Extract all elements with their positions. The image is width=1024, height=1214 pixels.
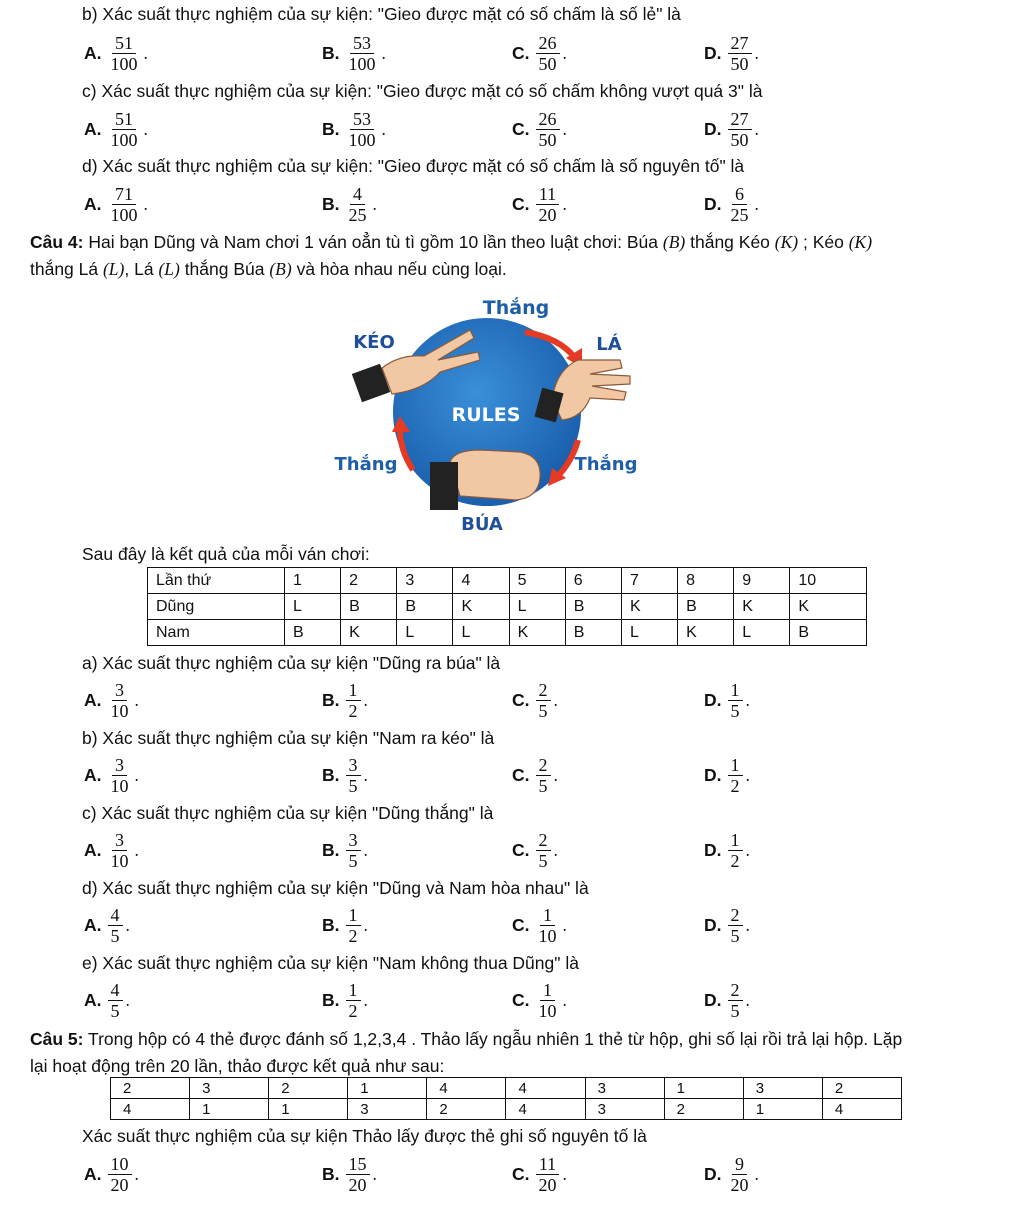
table-cell: K [790,594,867,620]
option-b: B. $\frac{1}{2}$ . [322,904,368,946]
fraction [728,109,752,150]
fraction-numerator: 3 [346,755,361,776]
option-c: C. $\frac{26}{50}$ . [512,32,567,74]
fraction-numerator: 2 [536,755,551,776]
fraction [728,830,743,871]
table-cell: L [509,594,565,620]
table-cell: B [565,594,621,620]
fraction-denominator: 5 [110,925,120,946]
option-d: D. $\frac{2}{5}$ . [704,904,750,946]
fraction [346,680,361,721]
q4-line1: Câu 4: Hai bạn Dũng và Nam chơi 1 ván oẳn tù tì gồm 10 lần theo luật chơi: Búa (B) thắng Kéo (K) ; Kéo (K) [30,232,873,252]
table-cell: 3 [348,1099,427,1120]
q4c-options [0,827,1024,873]
fraction-numerator: 2 [536,830,551,851]
table-cell: B [397,594,453,620]
fraction-numerator: 10 [108,1154,132,1175]
fraction-numerator: 4 [108,980,123,1001]
q3d-question: d) Xác suất thực nghiệm của sự kiện: "Gieo được mặt có số chấm là số nguyên tố" là [82,156,745,176]
table-cell: 3 [190,1078,269,1099]
option-letter: D. [704,193,722,214]
option-letter: A. [84,118,102,139]
option-letter: C. [512,989,530,1010]
fraction-denominator: 10 [538,925,557,946]
table-cell: 1 [285,568,341,594]
option-letter: D. [704,42,722,63]
rps-rules-figure [320,290,650,540]
q3d-options [0,181,1024,227]
fraction-numerator: 9 [732,1154,747,1175]
fraction [536,109,560,150]
fraction-denominator: 5 [348,775,358,796]
fraction-denominator: 5 [730,700,740,721]
fraction [536,830,551,871]
fraction [346,1154,370,1195]
fraction-denominator: 50 [538,53,557,74]
table-cell: 3 [397,568,453,594]
fraction-numerator: 1 [540,980,555,1001]
option-letter: C. [512,118,530,139]
q4c-question: c) Xác suất thực nghiệm của sự kiện "Dũng thắng" là [82,803,494,823]
fraction-numerator: 1 [346,680,361,701]
fraction-numerator: 53 [350,109,374,130]
fraction [536,755,551,796]
table-cell: 1 [664,1078,743,1099]
table-cell: 3 [585,1099,664,1120]
table-cell: 4 [822,1099,901,1120]
table-cell: 2 [269,1078,348,1099]
table-cell: Nam [148,620,285,646]
fraction-denominator: 2 [730,850,740,871]
q5-options [0,1151,1024,1197]
fraction-denominator: 10 [110,850,129,871]
option-d: D. $\frac{27}{50}$ . [704,32,759,74]
option-a: A. $\frac{51}{100}$ . [84,32,148,74]
fig-thang-top: Thắng [482,297,550,319]
q4e-question: e) Xác suất thực nghiệm của sự kiện "Nam không thua Dũng" là [82,953,579,973]
table-cell: 2 [427,1099,506,1120]
fraction-numerator: 3 [112,680,127,701]
q3c-options [0,106,1024,152]
table-cell: Lần thứ [148,568,285,594]
option-c: C. $\frac{11}{20}$ . [512,1153,567,1195]
q4-results-table [147,567,867,646]
fraction [536,980,560,1021]
table-cell: K [734,594,790,620]
table-cell: L [621,620,677,646]
option-d: D. $\frac{9}{20}$ . [704,1153,759,1195]
fraction-numerator: 6 [732,184,747,205]
table-cell: 7 [621,568,677,594]
fraction-denominator: 10 [110,700,129,721]
fraction [536,33,560,74]
fraction-numerator: 26 [536,109,560,130]
table-cell: 2 [664,1099,743,1120]
table-cell: 1 [348,1078,427,1099]
option-letter: A. [84,42,102,63]
q5-question: Xác suất thực nghiệm của sự kiện Thảo lấy được thẻ ghi số nguyên tố là [82,1126,647,1146]
table-cell: 2 [822,1078,901,1099]
table-cell: 1 [269,1099,348,1120]
fraction [536,905,560,946]
table-row [111,1099,902,1120]
option-letter: D. [704,914,722,935]
table-cell: L [453,620,509,646]
table-cell: L [734,620,790,646]
fraction-numerator: 71 [112,184,136,205]
fraction-denominator: 10 [538,1000,557,1021]
table-cell: Dũng [148,594,285,620]
fig-thang-left: Thắng [334,454,398,475]
fraction-numerator: 4 [108,905,123,926]
q4d-options [0,902,1024,948]
option-letter: D. [704,689,722,710]
fraction [346,905,361,946]
option-b: B. $\frac{53}{100}$ . [322,108,386,150]
option-d: D. $\frac{1}{2}$ . [704,754,750,796]
table-cell: 3 [585,1078,664,1099]
fraction-numerator: 2 [728,980,743,1001]
fraction [346,755,361,796]
table-cell: L [285,594,341,620]
fraction-denominator: 50 [538,129,557,150]
fraction [728,184,752,225]
fraction [728,980,743,1021]
table-cell: 5 [509,568,565,594]
table-cell: 4 [506,1078,585,1099]
fraction [728,33,752,74]
fraction [108,33,141,74]
fraction-denominator: 100 [348,53,376,74]
table-cell: K [453,594,509,620]
fraction [108,830,132,871]
fraction-numerator: 27 [728,33,752,54]
option-letter: D. [704,764,722,785]
fraction-denominator: 5 [110,1000,120,1021]
option-letter: B. [322,1163,340,1184]
fraction-denominator: 2 [348,925,358,946]
fraction-numerator: 15 [346,1154,370,1175]
fraction-numerator: 3 [112,830,127,851]
option-letter: C. [512,193,530,214]
fraction-numerator: 11 [536,184,559,205]
fraction-numerator: 11 [536,1154,559,1175]
fig-keo: KÉO [353,332,395,353]
table-cell: 2 [111,1078,190,1099]
option-letter: A. [84,989,102,1010]
option-d: D. $\frac{6}{25}$ . [704,183,759,225]
table-cell: 4 [506,1099,585,1120]
fraction [108,1154,132,1195]
fig-rules: RULES [451,404,521,426]
q5-line2: lại hoạt động trên 20 lần, thảo được kết quả như sau: [30,1056,445,1076]
fraction [346,980,361,1021]
option-d: D. $\frac{1}{2}$ . [704,829,750,871]
table-row [148,568,867,594]
option-letter: B. [322,42,340,63]
option-b: B. $\frac{15}{20}$ . [322,1153,377,1195]
option-a: A. $\frac{51}{100}$ . [84,108,148,150]
fraction [346,109,379,150]
table-cell: 6 [565,568,621,594]
q4e-options [0,977,1024,1023]
fraction-numerator: 4 [350,184,365,205]
table-cell: 10 [790,568,867,594]
option-letter: D. [704,989,722,1010]
fraction-denominator: 25 [348,204,367,225]
table-cell: 9 [734,568,790,594]
fraction-denominator: 20 [538,1174,557,1195]
fraction [728,1154,752,1195]
fraction-numerator: 2 [728,905,743,926]
option-c: C. $\frac{1}{10}$ . [512,979,567,1021]
fraction [346,33,379,74]
option-b: B. $\frac{1}{2}$ . [322,679,368,721]
table-cell: 4 [427,1078,506,1099]
table-cell: K [341,620,397,646]
fraction-denominator: 20 [110,1174,129,1195]
option-letter: A. [84,764,102,785]
option-letter: A. [84,914,102,935]
option-a: A. $\frac{4}{5}$ . [84,904,130,946]
option-a: A. $\frac{71}{100}$ . [84,183,148,225]
option-c: C. $\frac{2}{5}$ . [512,754,558,796]
fig-bua: BÚA [461,514,503,535]
fraction-numerator: 1 [728,680,743,701]
fraction-numerator: 2 [536,680,551,701]
option-letter: B. [322,839,340,860]
table-cell: 1 [190,1099,269,1120]
option-a: A. $\frac{10}{20}$ . [84,1153,139,1195]
table-cell: B [790,620,867,646]
option-c: C. $\frac{1}{10}$ . [512,904,567,946]
q4-label: Câu 4: [30,232,84,252]
option-letter: D. [704,839,722,860]
option-letter: B. [322,689,340,710]
option-letter: C. [512,764,530,785]
option-b: B. $\frac{53}{100}$ . [322,32,386,74]
q4b-options [0,752,1024,798]
option-letter: B. [322,914,340,935]
q4a-options [0,677,1024,723]
option-d: D. $\frac{2}{5}$ . [704,979,750,1021]
table-cell: K [621,594,677,620]
option-d: D. $\frac{1}{5}$ . [704,679,750,721]
fraction [728,680,743,721]
fraction-denominator: 20 [538,204,557,225]
fraction-numerator: 1 [346,905,361,926]
fraction-denominator: 50 [730,53,749,74]
fraction-denominator: 5 [538,850,548,871]
option-a: A. $\frac{3}{10}$ . [84,754,139,796]
fraction-numerator: 51 [112,109,136,130]
q3b-options [0,30,1024,76]
fraction-denominator: 50 [730,129,749,150]
option-letter: C. [512,839,530,860]
option-letter: A. [84,193,102,214]
option-c: C. $\frac{26}{50}$ . [512,108,567,150]
fraction [346,184,370,225]
q4d-question: d) Xác suất thực nghiệm của sự kiện "Dũng và Nam hòa nhau" là [82,878,589,898]
fraction [108,184,141,225]
fraction [108,109,141,150]
fraction-denominator: 100 [110,129,138,150]
table-cell: L [397,620,453,646]
fraction-denominator: 2 [348,700,358,721]
fraction [728,755,743,796]
option-letter: A. [84,839,102,860]
q3b-question: b) Xác suất thực nghiệm của sự kiện: "Gieo được mặt có số chấm là số lẻ" là [82,4,681,24]
fraction-numerator: 26 [536,33,560,54]
fraction-denominator: 5 [730,1000,740,1021]
q3c-question: c) Xác suất thực nghiệm của sự kiện: "Gieo được mặt có số chấm không vượt quá 3" là [82,81,763,101]
table-cell: B [678,594,734,620]
fraction-denominator: 100 [348,129,376,150]
fraction [536,184,560,225]
fraction-denominator: 20 [348,1174,367,1195]
table-row [148,594,867,620]
fraction-denominator: 2 [730,775,740,796]
fraction-numerator: 51 [112,33,136,54]
fraction [536,1154,560,1195]
option-letter: C. [512,42,530,63]
fraction-numerator: 53 [350,33,374,54]
fraction-denominator: 2 [348,1000,358,1021]
option-letter: B. [322,989,340,1010]
option-a: A. $\frac{3}{10}$ . [84,829,139,871]
q4-results-intro: Sau đây là kết quả của mỗi ván chơi: [82,544,370,564]
q4-line2: thắng Lá (L), Lá (L) thắng Búa (B) và hòa nhau nếu cùng loại. [30,259,507,279]
fraction-denominator: 5 [538,700,548,721]
fraction-numerator: 1 [728,830,743,851]
fraction [346,830,361,871]
option-letter: C. [512,914,530,935]
fraction-denominator: 10 [110,775,129,796]
option-b: B. $\frac{1}{2}$ . [322,979,368,1021]
fraction [728,905,743,946]
fig-thang-right: Thắng [574,454,638,475]
q4b-question: b) Xác suất thực nghiệm của sự kiện "Nam ra kéo" là [82,728,495,748]
fraction [108,680,132,721]
option-b: B. $\frac{3}{5}$ . [322,754,368,796]
table-cell: 8 [678,568,734,594]
option-b: B. $\frac{4}{25}$ . [322,183,377,225]
fraction-denominator: 5 [730,925,740,946]
option-letter: A. [84,1163,102,1184]
table-cell: K [509,620,565,646]
table-cell: 4 [111,1099,190,1120]
fraction-denominator: 100 [110,53,138,74]
fraction-denominator: 20 [730,1174,749,1195]
fraction [108,980,123,1021]
option-letter: B. [322,118,340,139]
option-letter: A. [84,689,102,710]
fraction-numerator: 3 [112,755,127,776]
option-letter: C. [512,689,530,710]
table-row [111,1078,902,1099]
option-letter: D. [704,1163,722,1184]
q5-label: Câu 5: [30,1029,84,1049]
fraction-numerator: 1 [540,905,555,926]
table-cell: B [565,620,621,646]
fraction-denominator: 25 [730,204,749,225]
fraction-denominator: 5 [538,775,548,796]
table-cell: 4 [453,568,509,594]
option-d: D. $\frac{27}{50}$ . [704,108,759,150]
fig-la: LÁ [596,334,622,355]
option-letter: B. [322,764,340,785]
q5-line1: Câu 5: Trong hộp có 4 thẻ được đánh số 1,2,3,4 . Thảo lấy ngẫu nhiên 1 thẻ từ hộp, ghi số lại rồi trả lại hộp. Lặp [30,1029,903,1049]
table-cell: 1 [743,1099,822,1120]
option-letter: C. [512,1163,530,1184]
fraction-numerator: 27 [728,109,752,130]
option-c: C. $\frac{2}{5}$ . [512,829,558,871]
fraction-denominator: 5 [348,850,358,871]
option-c: C. $\frac{2}{5}$ . [512,679,558,721]
option-a: A. $\frac{4}{5}$ . [84,979,130,1021]
table-cell: B [341,594,397,620]
q4a-question: a) Xác suất thực nghiệm của sự kiện "Dũng ra búa" là [82,653,501,673]
table-cell: 3 [743,1078,822,1099]
option-letter: D. [704,118,722,139]
table-cell: B [285,620,341,646]
fraction [536,680,551,721]
option-a: A. $\frac{3}{10}$ . [84,679,139,721]
option-letter: B. [322,193,340,214]
fraction [108,905,123,946]
fraction-denominator: 100 [110,204,138,225]
fraction-numerator: 1 [728,755,743,776]
table-row [148,620,867,646]
fraction-numerator: 3 [346,830,361,851]
option-c: C. $\frac{11}{20}$ . [512,183,567,225]
fraction-numerator: 1 [346,980,361,1001]
q5-results-table [110,1077,902,1120]
table-cell: K [678,620,734,646]
option-b: B. $\frac{3}{5}$ . [322,829,368,871]
fraction [108,755,132,796]
table-cell: 2 [341,568,397,594]
